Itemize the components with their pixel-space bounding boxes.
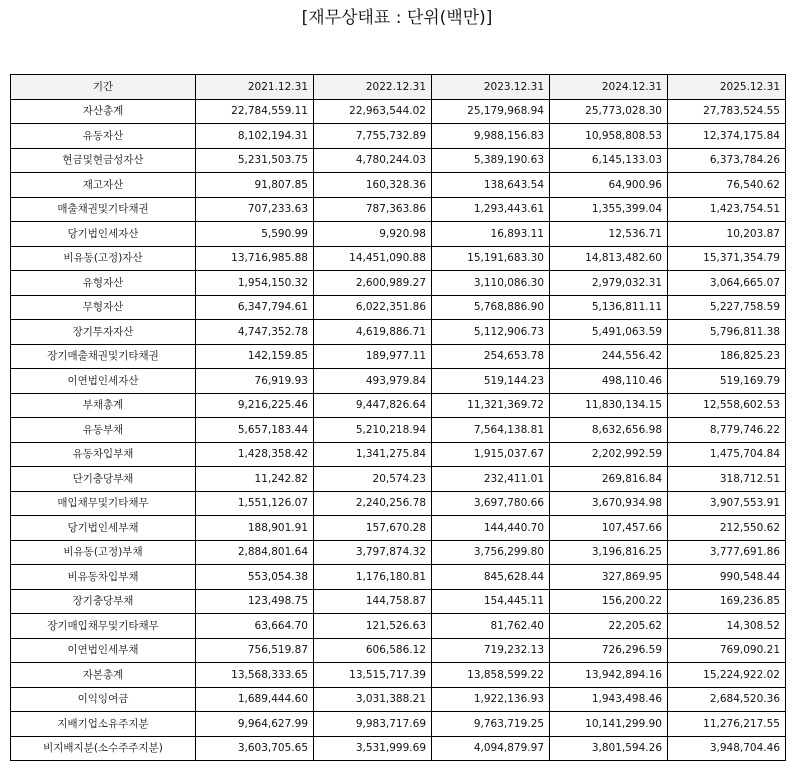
value-cell: 13,942,894.16 bbox=[550, 663, 668, 688]
balance-sheet-table bbox=[10, 74, 786, 761]
value-cell: 107,457.66 bbox=[550, 516, 668, 541]
value-cell: 76,540.62 bbox=[668, 173, 786, 198]
value-cell: 3,756,299.80 bbox=[432, 540, 550, 565]
table-row bbox=[11, 148, 786, 173]
value-cell: 2,600,989.27 bbox=[314, 271, 432, 296]
value-cell: 8,779,746.22 bbox=[668, 418, 786, 443]
row-label: 장기매입채무및기타채무 bbox=[11, 614, 196, 639]
value-cell: 12,536.71 bbox=[550, 222, 668, 247]
value-cell: 156,200.22 bbox=[550, 589, 668, 614]
value-cell: 6,145,133.03 bbox=[550, 148, 668, 173]
value-cell: 5,210,218.94 bbox=[314, 418, 432, 443]
value-cell: 4,780,244.03 bbox=[314, 148, 432, 173]
value-cell: 3,948,704.46 bbox=[668, 736, 786, 761]
value-cell: 8,632,656.98 bbox=[550, 418, 668, 443]
value-cell: 13,716,985.88 bbox=[196, 246, 314, 271]
value-cell: 14,308.52 bbox=[668, 614, 786, 639]
value-cell: 9,988,156.83 bbox=[432, 124, 550, 149]
row-label: 부채총계 bbox=[11, 393, 196, 418]
header-period-2025: 2025.12.31 bbox=[668, 75, 786, 100]
value-cell: 11,242.82 bbox=[196, 467, 314, 492]
value-cell: 2,684,520.36 bbox=[668, 687, 786, 712]
value-cell: 3,196,816.25 bbox=[550, 540, 668, 565]
value-cell: 157,670.28 bbox=[314, 516, 432, 541]
table-row bbox=[11, 320, 786, 345]
value-cell: 11,830,134.15 bbox=[550, 393, 668, 418]
value-cell: 11,276,217.55 bbox=[668, 712, 786, 737]
value-cell: 138,643.54 bbox=[432, 173, 550, 198]
value-cell: 7,755,732.89 bbox=[314, 124, 432, 149]
value-cell: 15,371,354.79 bbox=[668, 246, 786, 271]
value-cell: 5,590.99 bbox=[196, 222, 314, 247]
table-row bbox=[11, 271, 786, 296]
value-cell: 2,979,032.31 bbox=[550, 271, 668, 296]
table-row bbox=[11, 418, 786, 443]
value-cell: 121,526.63 bbox=[314, 614, 432, 639]
value-cell: 5,491,063.59 bbox=[550, 320, 668, 345]
row-label: 당기법인세자산 bbox=[11, 222, 196, 247]
table-header-row bbox=[11, 75, 786, 100]
row-label: 비유동(고정)부채 bbox=[11, 540, 196, 565]
value-cell: 3,110,086.30 bbox=[432, 271, 550, 296]
value-cell: 1,922,136.93 bbox=[432, 687, 550, 712]
row-label: 장기투자자산 bbox=[11, 320, 196, 345]
value-cell: 9,216,225.46 bbox=[196, 393, 314, 418]
value-cell: 4,619,886.71 bbox=[314, 320, 432, 345]
value-cell: 1,551,126.07 bbox=[196, 491, 314, 516]
value-cell: 12,374,175.84 bbox=[668, 124, 786, 149]
value-cell: 76,919.93 bbox=[196, 369, 314, 394]
row-label: 매출채권및기타채권 bbox=[11, 197, 196, 222]
value-cell: 11,321,369.72 bbox=[432, 393, 550, 418]
value-cell: 22,963,544.02 bbox=[314, 99, 432, 124]
value-cell: 160,328.36 bbox=[314, 173, 432, 198]
value-cell: 244,556.42 bbox=[550, 344, 668, 369]
table-row bbox=[11, 491, 786, 516]
value-cell: 13,515,717.39 bbox=[314, 663, 432, 688]
row-label: 비유동차입부채 bbox=[11, 565, 196, 590]
row-label: 자본총계 bbox=[11, 663, 196, 688]
value-cell: 3,777,691.86 bbox=[668, 540, 786, 565]
row-label: 장기충당부채 bbox=[11, 589, 196, 614]
value-cell: 91,807.85 bbox=[196, 173, 314, 198]
value-cell: 3,801,594.26 bbox=[550, 736, 668, 761]
value-cell: 5,227,758.59 bbox=[668, 295, 786, 320]
value-cell: 2,884,801.64 bbox=[196, 540, 314, 565]
value-cell: 9,964,627.99 bbox=[196, 712, 314, 737]
value-cell: 14,813,482.60 bbox=[550, 246, 668, 271]
value-cell: 63,664.70 bbox=[196, 614, 314, 639]
value-cell: 707,233.63 bbox=[196, 197, 314, 222]
row-label: 자산총계 bbox=[11, 99, 196, 124]
value-cell: 144,758.87 bbox=[314, 589, 432, 614]
value-cell: 1,355,399.04 bbox=[550, 197, 668, 222]
value-cell: 3,531,999.69 bbox=[314, 736, 432, 761]
value-cell: 6,373,784.26 bbox=[668, 148, 786, 173]
value-cell: 123,498.75 bbox=[196, 589, 314, 614]
value-cell: 3,697,780.66 bbox=[432, 491, 550, 516]
value-cell: 13,568,333.65 bbox=[196, 663, 314, 688]
value-cell: 188,901.91 bbox=[196, 516, 314, 541]
table-row bbox=[11, 99, 786, 124]
table-row bbox=[11, 540, 786, 565]
value-cell: 144,440.70 bbox=[432, 516, 550, 541]
value-cell: 5,389,190.63 bbox=[432, 148, 550, 173]
table-row bbox=[11, 393, 786, 418]
row-label: 재고자산 bbox=[11, 173, 196, 198]
value-cell: 186,825.23 bbox=[668, 344, 786, 369]
value-cell: 25,179,968.94 bbox=[432, 99, 550, 124]
value-cell: 3,064,665.07 bbox=[668, 271, 786, 296]
value-cell: 1,915,037.67 bbox=[432, 442, 550, 467]
value-cell: 10,141,299.90 bbox=[550, 712, 668, 737]
header-period-label: 기간 bbox=[11, 75, 196, 100]
table-row bbox=[11, 663, 786, 688]
row-label: 비유동(고정)자산 bbox=[11, 246, 196, 271]
value-cell: 10,958,808.53 bbox=[550, 124, 668, 149]
row-label: 당기법인세부채 bbox=[11, 516, 196, 541]
value-cell: 519,169.79 bbox=[668, 369, 786, 394]
value-cell: 1,176,180.81 bbox=[314, 565, 432, 590]
value-cell: 9,983,717.69 bbox=[314, 712, 432, 737]
value-cell: 9,447,826.64 bbox=[314, 393, 432, 418]
value-cell: 606,586.12 bbox=[314, 638, 432, 663]
value-cell: 327,869.95 bbox=[550, 565, 668, 590]
value-cell: 7,564,138.81 bbox=[432, 418, 550, 443]
table-row bbox=[11, 589, 786, 614]
value-cell: 269,816.84 bbox=[550, 467, 668, 492]
value-cell: 22,205.62 bbox=[550, 614, 668, 639]
value-cell: 3,797,874.32 bbox=[314, 540, 432, 565]
value-cell: 845,628.44 bbox=[432, 565, 550, 590]
table-row bbox=[11, 736, 786, 761]
row-label: 무형자산 bbox=[11, 295, 196, 320]
value-cell: 10,203.87 bbox=[668, 222, 786, 247]
row-label: 유형자산 bbox=[11, 271, 196, 296]
value-cell: 5,657,183.44 bbox=[196, 418, 314, 443]
value-cell: 13,858,599.22 bbox=[432, 663, 550, 688]
value-cell: 1,954,150.32 bbox=[196, 271, 314, 296]
value-cell: 318,712.51 bbox=[668, 467, 786, 492]
value-cell: 769,090.21 bbox=[668, 638, 786, 663]
value-cell: 498,110.46 bbox=[550, 369, 668, 394]
table-row bbox=[11, 687, 786, 712]
value-cell: 719,232.13 bbox=[432, 638, 550, 663]
row-label: 이연법인세자산 bbox=[11, 369, 196, 394]
value-cell: 6,347,794.61 bbox=[196, 295, 314, 320]
row-label: 유동자산 bbox=[11, 124, 196, 149]
row-label: 매입채무및기타채무 bbox=[11, 491, 196, 516]
table-row bbox=[11, 173, 786, 198]
value-cell: 254,653.78 bbox=[432, 344, 550, 369]
value-cell: 189,977.11 bbox=[314, 344, 432, 369]
row-label: 비지배지분(소수주주지분) bbox=[11, 736, 196, 761]
value-cell: 3,031,388.21 bbox=[314, 687, 432, 712]
value-cell: 5,796,811.38 bbox=[668, 320, 786, 345]
value-cell: 154,445.11 bbox=[432, 589, 550, 614]
value-cell: 9,763,719.25 bbox=[432, 712, 550, 737]
value-cell: 2,240,256.78 bbox=[314, 491, 432, 516]
value-cell: 4,747,352.78 bbox=[196, 320, 314, 345]
row-label: 지배기업소유주지분 bbox=[11, 712, 196, 737]
row-label: 장기매출채권및기타채권 bbox=[11, 344, 196, 369]
value-cell: 9,920.98 bbox=[314, 222, 432, 247]
value-cell: 1,423,754.51 bbox=[668, 197, 786, 222]
table-row bbox=[11, 442, 786, 467]
value-cell: 3,907,553.91 bbox=[668, 491, 786, 516]
header-period-2022: 2022.12.31 bbox=[314, 75, 432, 100]
value-cell: 3,603,705.65 bbox=[196, 736, 314, 761]
value-cell: 5,136,811.11 bbox=[550, 295, 668, 320]
table-row bbox=[11, 344, 786, 369]
table-row bbox=[11, 197, 786, 222]
value-cell: 1,943,498.46 bbox=[550, 687, 668, 712]
value-cell: 232,411.01 bbox=[432, 467, 550, 492]
value-cell: 787,363.86 bbox=[314, 197, 432, 222]
value-cell: 22,784,559.11 bbox=[196, 99, 314, 124]
value-cell: 5,768,886.90 bbox=[432, 295, 550, 320]
table-row bbox=[11, 369, 786, 394]
value-cell: 27,783,524.55 bbox=[668, 99, 786, 124]
header-period-2023: 2023.12.31 bbox=[432, 75, 550, 100]
row-label: 이익잉여금 bbox=[11, 687, 196, 712]
value-cell: 1,341,275.84 bbox=[314, 442, 432, 467]
table-row bbox=[11, 565, 786, 590]
value-cell: 1,689,444.60 bbox=[196, 687, 314, 712]
value-cell: 16,893.11 bbox=[432, 222, 550, 247]
value-cell: 25,773,028.30 bbox=[550, 99, 668, 124]
table-row bbox=[11, 467, 786, 492]
row-label: 현금및현금성자산 bbox=[11, 148, 196, 173]
table-row bbox=[11, 222, 786, 247]
value-cell: 6,022,351.86 bbox=[314, 295, 432, 320]
value-cell: 756,519.87 bbox=[196, 638, 314, 663]
value-cell: 1,428,358.42 bbox=[196, 442, 314, 467]
value-cell: 12,558,602.53 bbox=[668, 393, 786, 418]
value-cell: 4,094,879.97 bbox=[432, 736, 550, 761]
table-row bbox=[11, 124, 786, 149]
value-cell: 519,144.23 bbox=[432, 369, 550, 394]
value-cell: 8,102,194.31 bbox=[196, 124, 314, 149]
value-cell: 1,475,704.84 bbox=[668, 442, 786, 467]
value-cell: 3,670,934.98 bbox=[550, 491, 668, 516]
value-cell: 726,296.59 bbox=[550, 638, 668, 663]
row-label: 유동부채 bbox=[11, 418, 196, 443]
table-row bbox=[11, 246, 786, 271]
header-period-2024: 2024.12.31 bbox=[550, 75, 668, 100]
value-cell: 20,574.23 bbox=[314, 467, 432, 492]
value-cell: 553,054.38 bbox=[196, 565, 314, 590]
value-cell: 15,224,922.02 bbox=[668, 663, 786, 688]
table-row bbox=[11, 516, 786, 541]
row-label: 단기충당부채 bbox=[11, 467, 196, 492]
row-label: 이연법인세부채 bbox=[11, 638, 196, 663]
header-period-2021: 2021.12.31 bbox=[196, 75, 314, 100]
table-row bbox=[11, 295, 786, 320]
value-cell: 169,236.85 bbox=[668, 589, 786, 614]
statement-title: [재무상태표 : 단위(백만)] bbox=[301, 8, 493, 28]
value-cell: 81,762.40 bbox=[432, 614, 550, 639]
row-label: 유동차입부채 bbox=[11, 442, 196, 467]
table-body bbox=[11, 99, 786, 761]
value-cell: 1,293,443.61 bbox=[432, 197, 550, 222]
value-cell: 2,202,992.59 bbox=[550, 442, 668, 467]
value-cell: 5,112,906.73 bbox=[432, 320, 550, 345]
table-row bbox=[11, 638, 786, 663]
value-cell: 493,979.84 bbox=[314, 369, 432, 394]
value-cell: 14,451,090.88 bbox=[314, 246, 432, 271]
table-row bbox=[11, 712, 786, 737]
table-row bbox=[11, 614, 786, 639]
value-cell: 64,900.96 bbox=[550, 173, 668, 198]
value-cell: 212,550.62 bbox=[668, 516, 786, 541]
value-cell: 5,231,503.75 bbox=[196, 148, 314, 173]
value-cell: 15,191,683.30 bbox=[432, 246, 550, 271]
value-cell: 142,159.85 bbox=[196, 344, 314, 369]
value-cell: 990,548.44 bbox=[668, 565, 786, 590]
